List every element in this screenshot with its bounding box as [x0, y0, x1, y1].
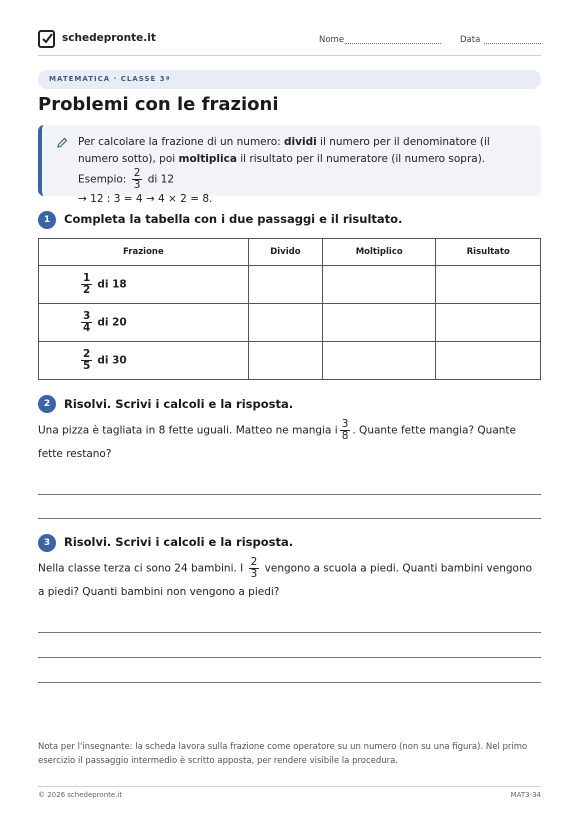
- name-label: Nome: [319, 35, 345, 45]
- answer-cell-divido[interactable]: [248, 304, 322, 342]
- question-3-problem: [38, 557, 538, 604]
- site-logo: schedepronte.it: [62, 32, 156, 44]
- row3-of: di 30: [97, 354, 127, 367]
- pencil-icon: [56, 137, 68, 149]
- page-title: Problemi con le frazioni: [38, 94, 279, 115]
- question-3-text: Risolvi. Scrivi i calcoli e la risposta.: [64, 535, 294, 549]
- answer-cell-moltiplico[interactable]: [322, 342, 435, 380]
- tip-frac-den: 3: [133, 179, 141, 191]
- subject-tag: [38, 70, 541, 89]
- answer-line[interactable]: [38, 682, 541, 683]
- q3-text-part2: vengono a scuola a piedi. Quanti bambini vengono a piedi? Quanti bambini non vengono a piedi?: [38, 562, 533, 598]
- tip-part1: Per calcolare la frazione di un numero:: [78, 136, 285, 148]
- col-header-moltiplico: Moltiplico: [322, 239, 435, 266]
- tip-moltiplica: moltiplica: [178, 153, 237, 165]
- tip-dividi: dividi: [284, 136, 317, 148]
- col-header-divido: Divido: [248, 239, 322, 266]
- answer-line[interactable]: [38, 657, 541, 658]
- row2-of: di 20: [97, 316, 127, 329]
- tip-example: → 12 : 3 = 4 → 4 × 2 = 8.: [78, 193, 213, 205]
- name-field[interactable]: [345, 43, 441, 44]
- answer-cell-moltiplico[interactable]: [322, 304, 435, 342]
- table-row: [39, 304, 541, 342]
- footer-copyright: © 2026 schedepronte.it: [38, 791, 123, 799]
- q3-text-part1: Nella classe terza ci sono 24 bambini. I: [38, 562, 244, 575]
- fractions-table: [38, 238, 541, 380]
- row3-den: 5: [83, 360, 91, 372]
- date-field[interactable]: [484, 43, 541, 44]
- q2-text-part1: Una pizza è tagliata in 8 fette uguali. Matteo ne mangia i: [38, 424, 338, 437]
- tip-part2: il numero per il denominatore (il numero sotto), poi: [78, 136, 490, 165]
- question-number-1: 1: [38, 211, 56, 229]
- tip-frac-num: 2: [133, 167, 141, 179]
- q3-frac-den: 3: [250, 568, 258, 580]
- tip-part3: il risultato per il numeratore (il numero sopra). Esempio:: [78, 153, 486, 186]
- row2-den: 4: [83, 322, 91, 334]
- answer-line[interactable]: [38, 632, 541, 633]
- row3-num: 2: [83, 348, 91, 360]
- answer-line[interactable]: [38, 518, 541, 519]
- answer-line[interactable]: [38, 494, 541, 495]
- row1-of: di 18: [97, 278, 127, 291]
- answer-cell-risultato[interactable]: [436, 342, 541, 380]
- row1-num: 1: [83, 272, 91, 284]
- checkbox-logo-icon: [38, 30, 55, 48]
- table-header-row: [39, 239, 541, 266]
- teacher-note: Nota per l'insegnante: la scheda lavora sulla frazione come operatore su un numero (non su una figura). Nel primo esercizio il passaggio intermedio è scritto apposta, per rendere visibile la procedura.: [38, 742, 528, 766]
- q2-frac-den: 8: [341, 430, 349, 442]
- tip-part4: di 12: [144, 173, 174, 186]
- fraction-cell: [39, 342, 249, 380]
- answer-cell-risultato[interactable]: [436, 266, 541, 304]
- answer-cell-divido[interactable]: [248, 266, 322, 304]
- q2-fraction: [340, 419, 351, 442]
- fraction-cell: [39, 304, 249, 342]
- date-label: Data: [460, 35, 481, 45]
- question-number-3: 3: [38, 534, 56, 552]
- answer-cell-moltiplico[interactable]: [322, 266, 435, 304]
- q3-frac-num: 2: [250, 556, 258, 568]
- subject-tag-label: MATEMATICA · CLASSE 3ª: [49, 75, 171, 83]
- page-header: [38, 30, 541, 56]
- row1-den: 2: [83, 284, 91, 296]
- col-header-fraction: Frazione: [39, 239, 249, 266]
- col-header-risultato: Risultato: [436, 239, 541, 266]
- q2-frac-num: 3: [341, 418, 349, 430]
- table-row: [39, 342, 541, 380]
- question-1-text: Completa la tabella con i due passaggi e il risultato.: [64, 212, 403, 226]
- table-row: [39, 266, 541, 304]
- tip-fraction: [132, 168, 143, 191]
- answer-cell-divido[interactable]: [248, 342, 322, 380]
- question-2-text: Risolvi. Scrivi i calcoli e la risposta.: [64, 397, 294, 411]
- fraction-cell: [39, 266, 249, 304]
- answer-cell-risultato[interactable]: [436, 304, 541, 342]
- tip-box: [38, 125, 541, 205]
- question-2-problem: [38, 419, 538, 466]
- question-number-2: 2: [38, 395, 56, 413]
- page-footer: [38, 786, 541, 802]
- q3-fraction: [249, 557, 260, 580]
- tip-text: [78, 134, 533, 208]
- footer-code: MAT3-34: [510, 791, 541, 799]
- q2-text-part2: . Quante fette mangia? Quante fette restano?: [38, 424, 516, 460]
- row2-num: 3: [83, 310, 91, 322]
